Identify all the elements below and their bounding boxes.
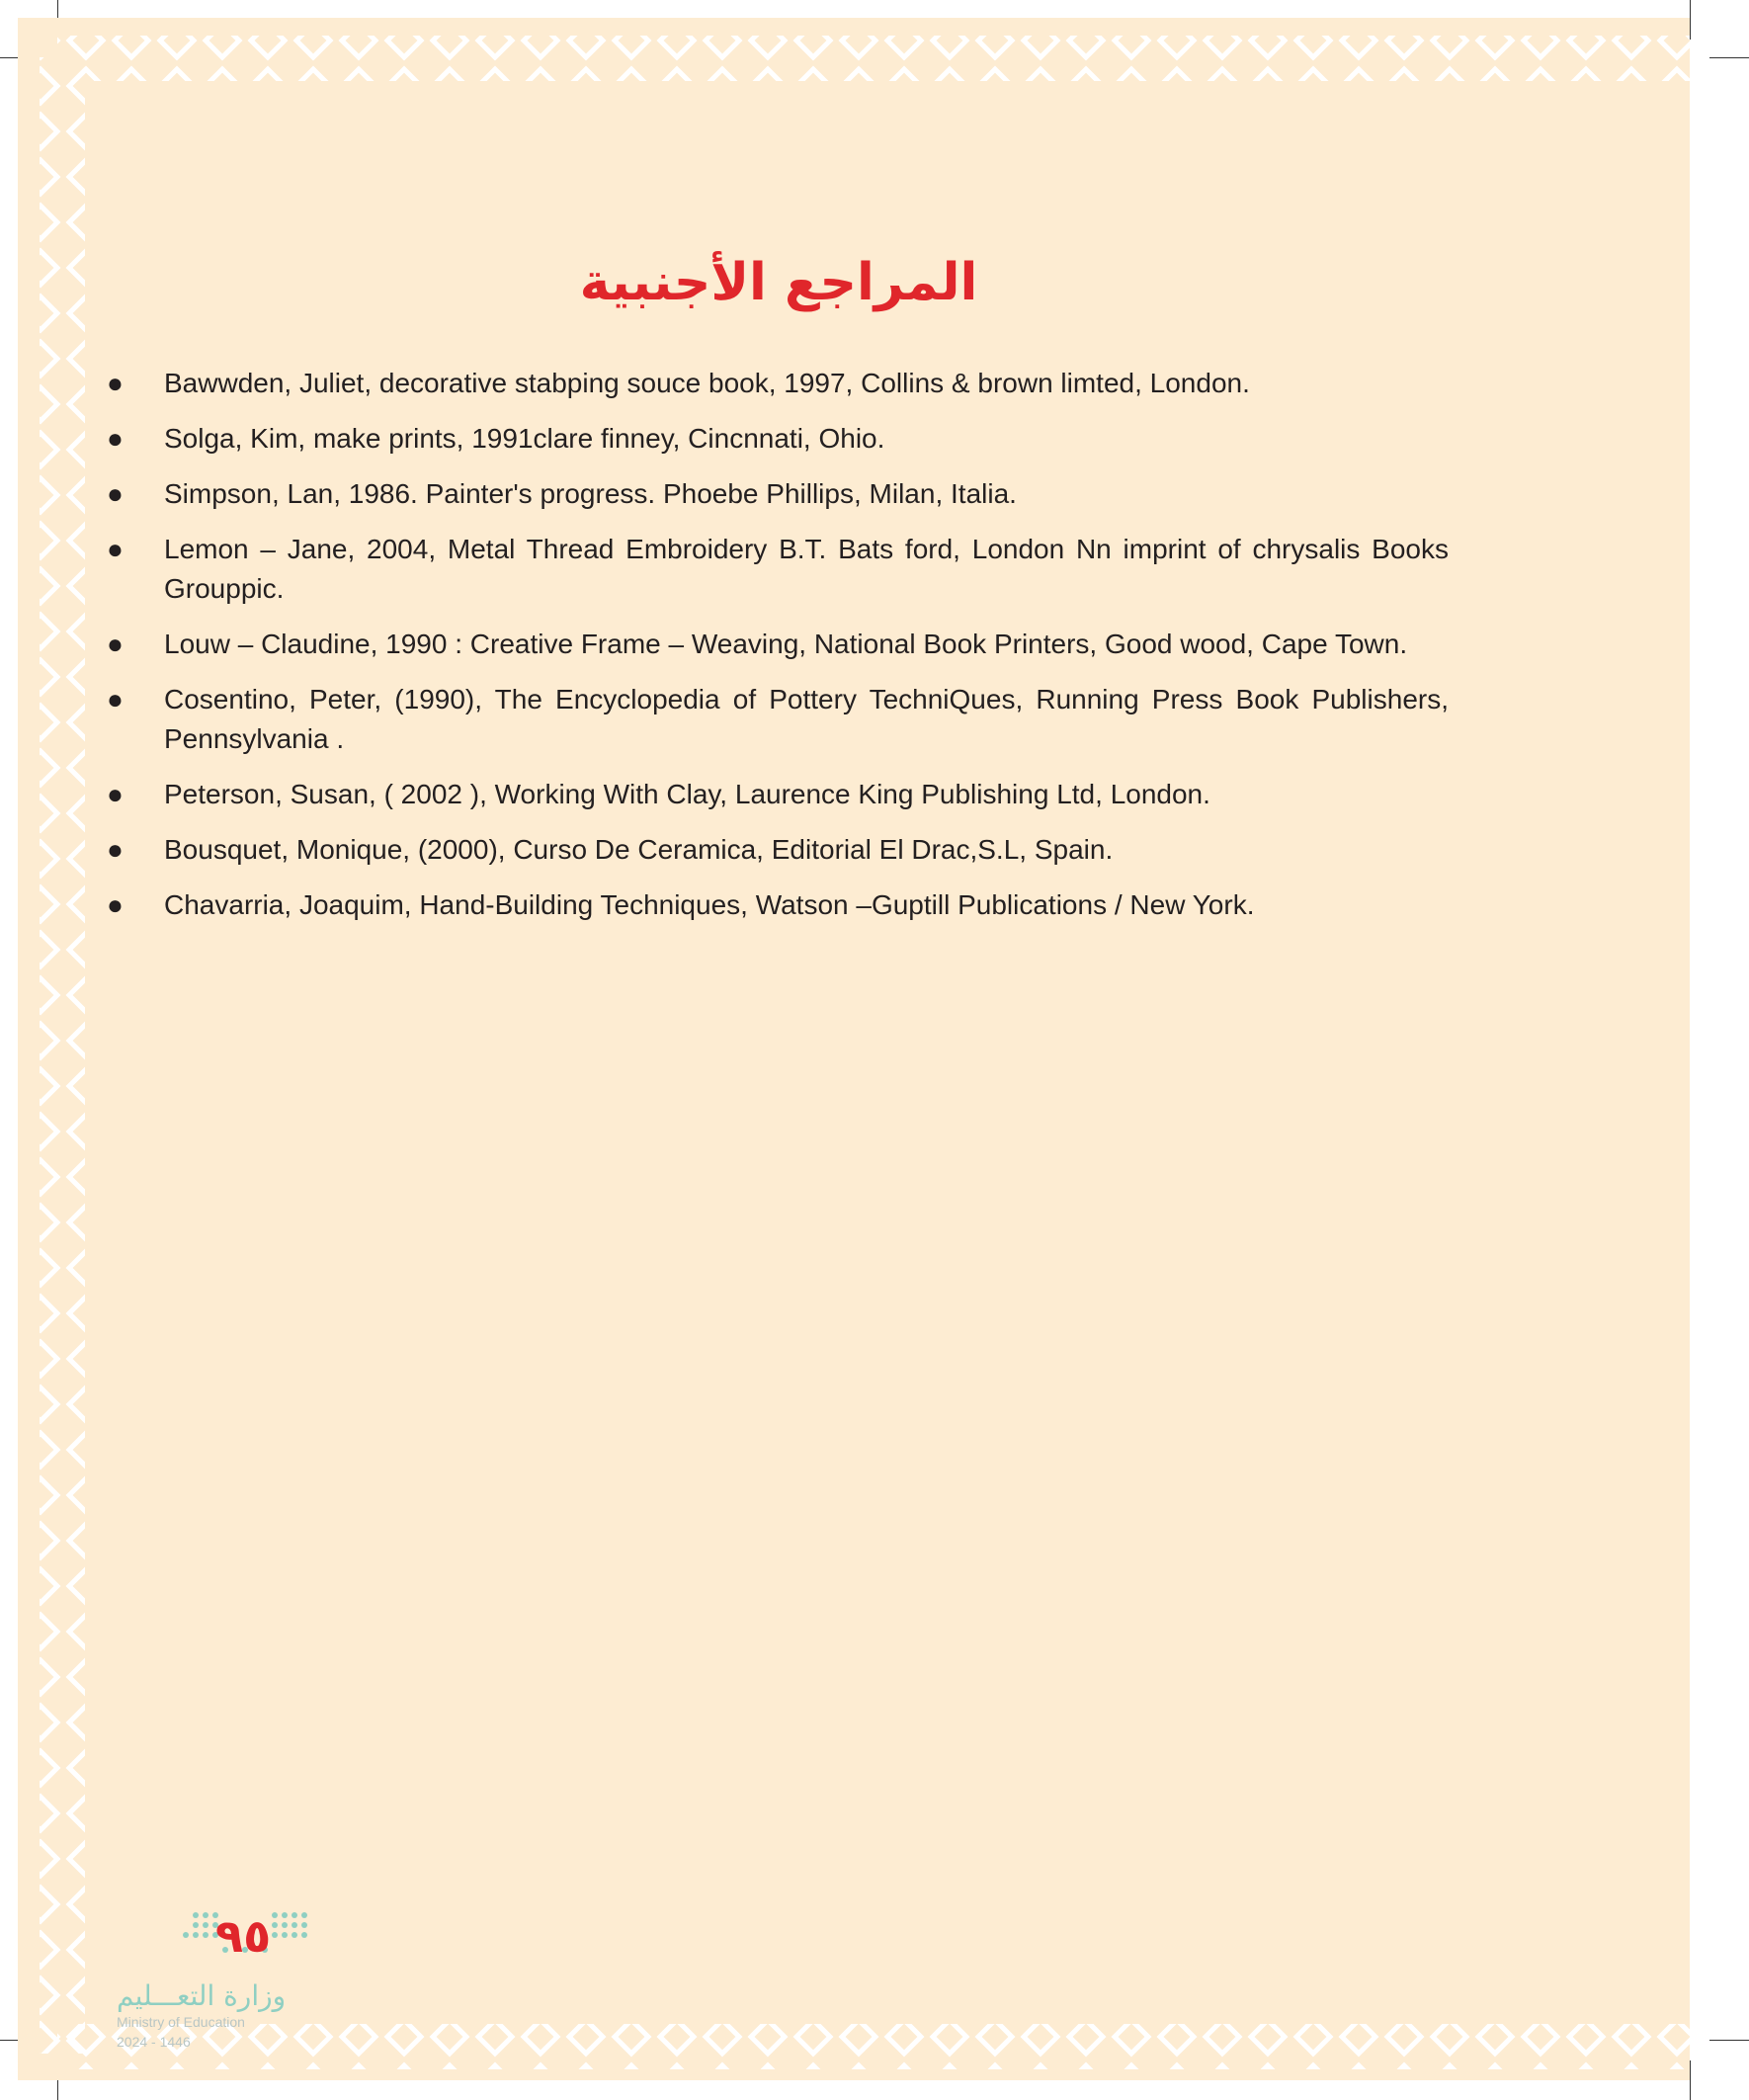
reference-text: Peterson, Susan, ( 2002 ), Working With Clay, Laurence King Publishing Ltd, London. bbox=[164, 779, 1210, 809]
ministry-year: 2024 - 1446 bbox=[117, 2034, 191, 2050]
reference-text: Cosentino, Peter, (1990), The Encyclopedia of Pottery TechniQues, Running Press Book Publishers, Pennsylvania . bbox=[164, 684, 1449, 754]
ministry-name-english: Ministry of Education bbox=[117, 2014, 245, 2030]
reference-item bbox=[105, 775, 1449, 814]
page-number: ٩٥ bbox=[215, 1909, 272, 1963]
reference-item bbox=[105, 474, 1449, 514]
reference-item bbox=[105, 364, 1449, 403]
bullet-icon: ● bbox=[107, 534, 124, 564]
reference-item bbox=[105, 680, 1449, 759]
decorative-border-top bbox=[18, 18, 1690, 107]
reference-item bbox=[105, 885, 1449, 925]
reference-text: Lemon – Jane, 2004, Metal Thread Embroidery B.T. Bats ford, London Nn imprint of chrysalis Books Grouppic. bbox=[164, 534, 1449, 604]
crop-mark bbox=[1690, 0, 1691, 40]
bullet-icon: ● bbox=[107, 423, 124, 454]
reference-text: Chavarria, Joaquim, Hand-Building Techniques, Watson –Guptill Publications / New York. bbox=[164, 889, 1255, 920]
reference-text: Louw – Claudine, 1990 : Creative Frame – Weaving, National Book Printers, Good wood, Cape Town. bbox=[164, 629, 1408, 659]
page-title: المراجع الأجنبية bbox=[579, 253, 978, 312]
crop-mark bbox=[1690, 2060, 1691, 2100]
bullet-icon: ● bbox=[107, 368, 124, 398]
bullet-icon: ● bbox=[107, 478, 124, 509]
reference-item bbox=[105, 625, 1449, 664]
bullet-icon: ● bbox=[107, 629, 124, 659]
bullet-icon: ● bbox=[107, 834, 124, 865]
crop-mark bbox=[1709, 2040, 1749, 2041]
references-list bbox=[105, 364, 1449, 941]
reference-text: Bawwden, Juliet, decorative stabping souce book, 1997, Collins & brown limted, London. bbox=[164, 368, 1250, 398]
bullet-icon: ● bbox=[107, 889, 124, 920]
reference-text: Solga, Kim, make prints, 1991clare finney, Cincnnati, Ohio. bbox=[164, 423, 885, 454]
reference-item bbox=[105, 419, 1449, 459]
reference-item bbox=[105, 530, 1449, 609]
ministry-name-arabic: وزارة التعـــليم bbox=[117, 1979, 287, 2012]
reference-text: Bousquet, Monique, (2000), Curso De Ceramica, Editorial El Drac,S.L, Spain. bbox=[164, 834, 1114, 865]
document-page bbox=[18, 18, 1690, 2080]
bullet-icon: ● bbox=[107, 684, 124, 714]
reference-item bbox=[105, 830, 1449, 870]
reference-text: Simpson, Lan, 1986. Painter's progress. Phoebe Phillips, Milan, Italia. bbox=[164, 478, 1017, 509]
bullet-icon: ● bbox=[107, 779, 124, 809]
decorative-border-left bbox=[18, 18, 107, 2080]
crop-mark bbox=[1709, 57, 1749, 58]
